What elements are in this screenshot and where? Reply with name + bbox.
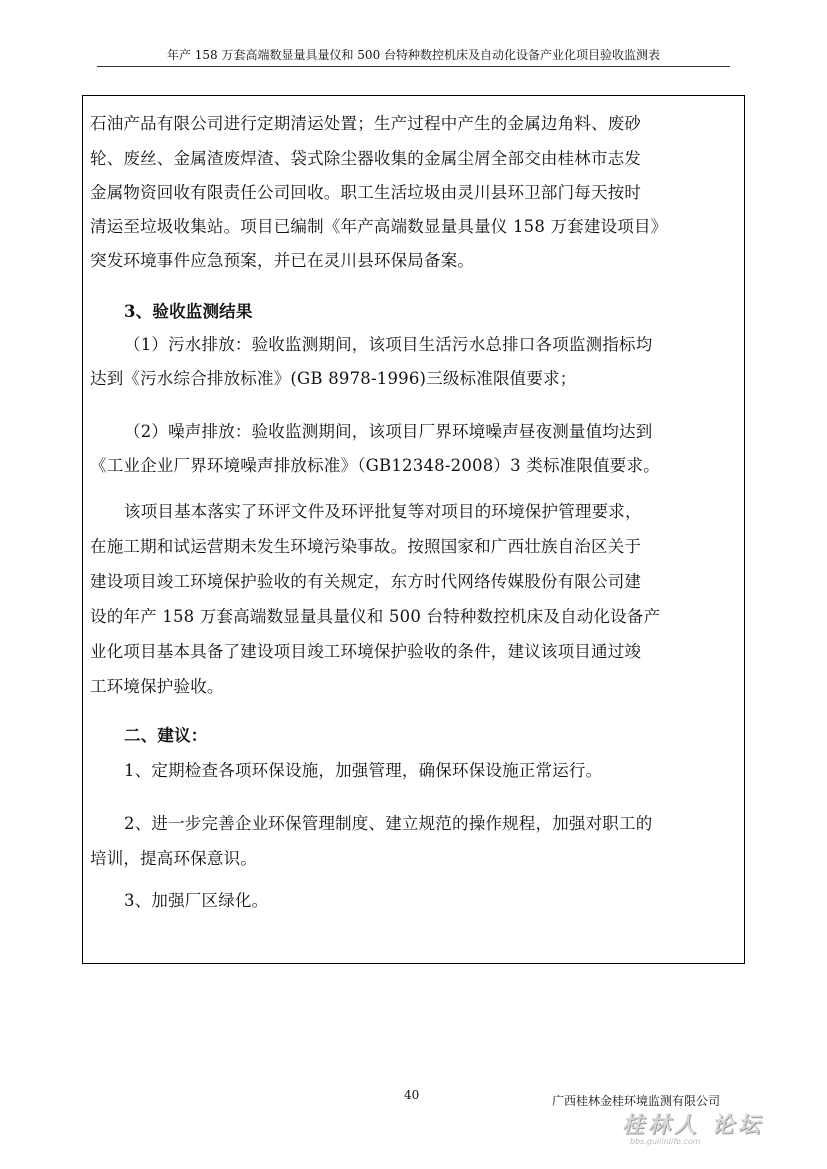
body-line: 工环境保护验收。 [90,677,224,696]
body-line: （1）污水排放：验收监测期间，该项目生活污水总排口各项监测指标均 [124,335,653,354]
body-line: 达到《污水综合排放标准》(GB 8978-1996)三级标准限值要求； [90,369,577,388]
header-divider [97,66,730,67]
body-line: 突发环境事件应急预案，并已在灵川县环保局备案。 [90,251,475,270]
body-line: 清运至垃圾收集站。项目已编制《年产高端数显量具量仪 158 万套建设项目》 [90,217,668,236]
suggestion-item: 2、进一步完善企业环保管理制度、建立规范的操作规程，加强对职工的 [124,814,653,833]
body-line: 设的年产 158 万套高端数显量具量仪和 500 台特种数控机床及自动化设备产 [90,607,661,626]
body-line: 金属物资回收有限责任公司回收。职工生活垃圾由灵川县环卫部门每天按时 [90,183,642,202]
section-heading-results: 3、验收监测结果 [124,302,253,321]
body-line: 石油产品有限公司进行定期清运处置；生产过程中产生的金属边角料、废砂 [90,114,642,133]
forum-watermark [622,1108,782,1154]
body-line: 业化项目基本具备了建设项目竣工环境保护验收的条件，建议该项目通过竣 [90,642,642,661]
watermark-url: bbs.guilinlife.com [630,1137,701,1146]
body-line: 该项目基本落实了环评文件及环评批复等对项目的环境保护管理要求， [124,502,642,521]
body-line: 建设项目竣工环境保护验收的有关规定，东方时代网络传媒股份有限公司建 [90,572,642,591]
body-line: 轮、废丝、金属渣废焊渣、袋式除尘器收集的金属尘屑全部交由桂林市志发 [90,149,642,168]
body-line: 培训，提高环保意识。 [90,849,257,868]
footer-company: 广西桂林金桂环境监测有限公司 [552,1094,721,1108]
watermark-text: 桂林人 论坛 [622,1113,764,1138]
suggestion-item: 3、加强厂区绿化。 [124,891,269,910]
section-heading-suggestions: 二、建议： [124,726,208,745]
body-line: （2）噪声排放：验收监测期间，该项目厂界环境噪声昼夜测量值均达到 [124,422,653,441]
body-line: 在施工期和试运营期未发生环境污染事故。按照国家和广西壮族自治区关于 [90,537,642,556]
suggestion-item: 1、定期检查各项环保设施，加强管理，确保环保设施正常运行。 [124,761,603,780]
document-header: 年产 158 万套高端数显量具量仪和 500 台特种数控机床及自动化设备产业化项目验收监测表 [166,48,661,62]
page-number: 40 [404,1088,420,1102]
body-line: 《工业企业厂界环境噪声排放标准》（GB12348-2008）3 类标准限值要求。 [90,456,660,475]
